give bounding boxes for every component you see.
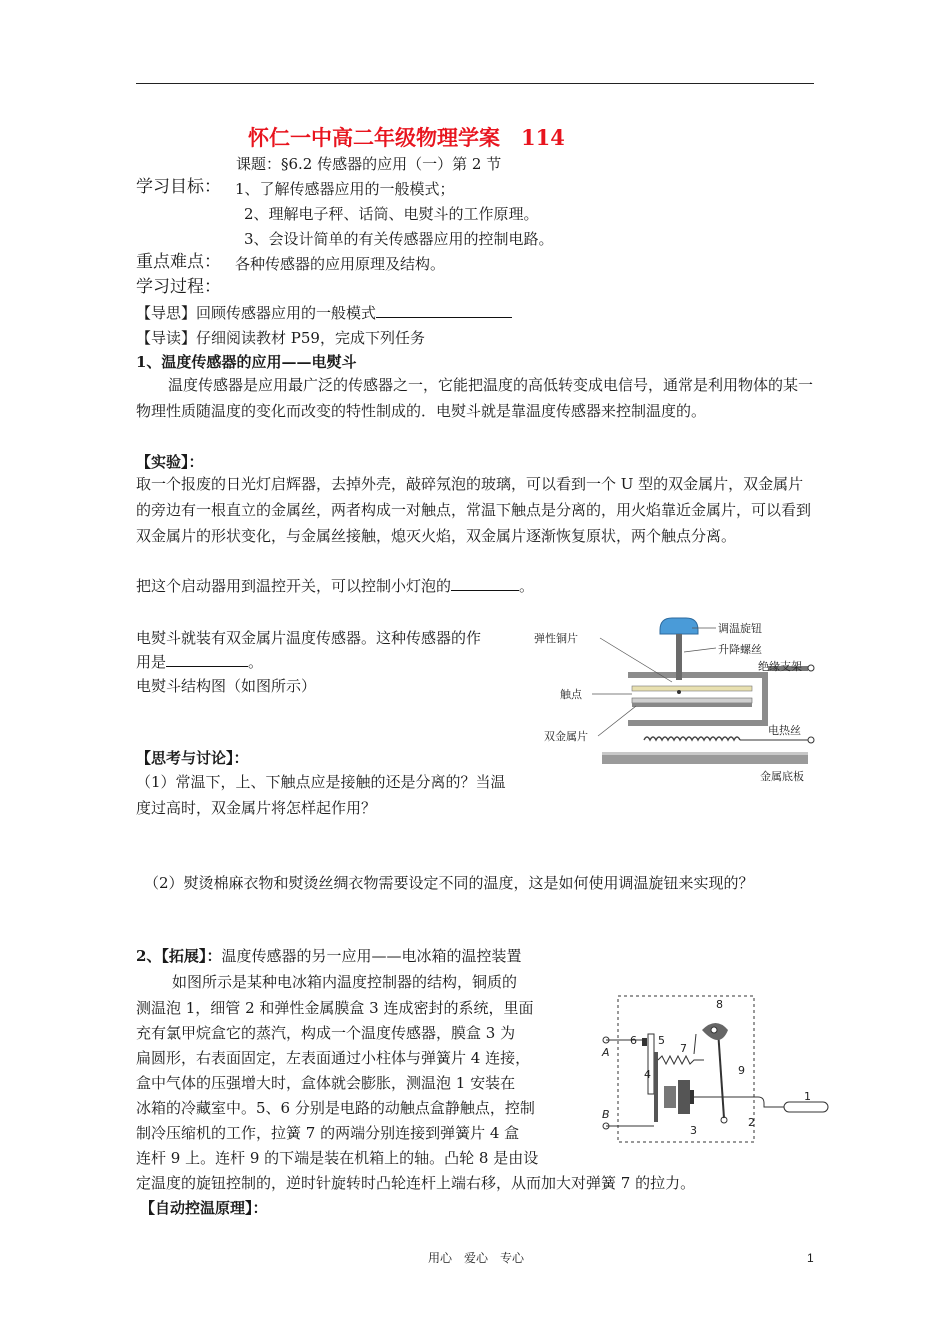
label-knob: 调温旋钮 xyxy=(718,622,762,635)
fig-label-1: 1 xyxy=(804,1090,811,1103)
section2-line: 如图所示是某种电冰箱内温度控制器的结构，铜质的 xyxy=(172,973,518,991)
fig-label-9: 9 xyxy=(738,1064,745,1077)
guide-think-text: 【导思】回顾传感器应用的一般模式 xyxy=(136,304,377,322)
section2-line: 连杆 9 上。连杆 9 的下端是装在机箱上的轴。凸轮 8 是由设 xyxy=(136,1149,539,1167)
section2-line: 充有氯甲烷盒它的蒸汽，构成一个温度传感器，膜盒 3 为 xyxy=(136,1024,516,1042)
fig-label-6: 6 xyxy=(630,1034,637,1047)
section1-heading: 1、温度传感器的应用——电熨斗 xyxy=(136,353,357,371)
objective-item: 2、理解电子秤、话筒、电熨斗的工作原理。 xyxy=(244,205,539,223)
section2-line: 盒中气体的压强增大时，盒体就会膨胀，测温泡 1 安装在 xyxy=(136,1074,516,1092)
footer-center: 用心 爱心 专心 xyxy=(428,1251,525,1265)
process-label: 学习过程： xyxy=(136,277,221,297)
fig-label-4: 4 xyxy=(644,1068,651,1081)
label-spring-copper: 弹性铜片 xyxy=(534,632,578,645)
page-number: 1 xyxy=(807,1251,814,1265)
iron-text-2: 用是 。 xyxy=(136,653,264,671)
iron-text-3: 电熨斗结构图（如图所示） xyxy=(136,677,317,695)
label-base: 金属底板 xyxy=(760,770,804,783)
label-heater: 电热丝 xyxy=(768,724,801,737)
label-stand: 绝缘支架 xyxy=(758,660,802,673)
question-2: （2）熨烫棉麻衣物和熨烫丝绸衣物需要设定不同的温度，这是如何使用调温旋钮来实现的？ xyxy=(144,874,754,892)
topic-line: 课题：§6.2 传感器的应用（一）第 2 节 xyxy=(236,155,502,173)
page-title: 怀仁一中高二年级物理学案 114 xyxy=(248,125,565,150)
section2-line: 扁圆形，右表面固定，左表面通过小柱体与弹簧片 4 连接， xyxy=(136,1049,531,1067)
keypoints-text: 各种传感器的应用原理及结构。 xyxy=(235,255,446,273)
principle-label: 【自动控温原理】： xyxy=(140,1199,268,1217)
fig-label-3: 3 xyxy=(690,1124,697,1137)
header-rule xyxy=(136,83,814,84)
discuss-label: 【思考与讨论】： xyxy=(136,749,249,767)
iron-text-2-label: 用是 xyxy=(136,653,167,671)
fridge-thermostat-figure xyxy=(598,994,834,1148)
starter-text: 把这个启动器用到温控开关，可以控制小灯泡的 xyxy=(136,577,452,595)
keypoints-label: 重点难点： xyxy=(136,252,221,272)
section2-heading-prefix: 2、【拓展】： xyxy=(136,947,222,965)
section2-line: 冰箱的冷藏室中。5、6 分别是电路的动触点盒静触点，控制 xyxy=(136,1099,535,1117)
objective-item: 3、会设计简单的有关传感器应用的控制电路。 xyxy=(244,230,554,248)
experiment-label: 【实验】： xyxy=(136,453,204,471)
fig-label-7: 7 xyxy=(680,1042,687,1055)
answer-blank[interactable] xyxy=(451,576,519,591)
question-1-line2: 度过高时，双金属片将怎样起作用？ xyxy=(136,799,377,817)
fig-label-A: A xyxy=(602,1046,610,1059)
fig-label-B: B xyxy=(602,1108,610,1121)
guide-think xyxy=(136,303,512,323)
label-screw: 升降螺丝 xyxy=(718,643,762,656)
label-contact: 触点 xyxy=(560,688,582,701)
fig-label-5: 5 xyxy=(658,1034,665,1047)
section2-line: 定温度的旋钮控制的，逆时针旋转时凸轮连杆上端右移，从而加大对弹簧 7 的拉力。 xyxy=(136,1174,696,1192)
fig-label-2: 2 xyxy=(748,1116,755,1129)
section1-intro: 温度传感器是应用最广泛的传感器之一，它能把温度的高低转变成电信号，通常是利用物体的某一物理性质随温度的变化而改变的特性制成的．电熨斗就是靠温度传感器来控制温度的。 xyxy=(136,376,814,420)
objective-item: 1、了解传感器应用的一般模式； xyxy=(235,180,455,198)
objectives-label: 学习目标： xyxy=(136,177,221,197)
answer-blank[interactable] xyxy=(376,303,512,318)
section2-heading-rest: 温度传感器的另一应用——电冰箱的温控装置 xyxy=(221,947,522,965)
experiment-text: 取一个报废的日光灯启辉器，去掉外壳，敲碎氖泡的玻璃，可以看到一个 U 型的双金属片，双金属片的旁边有一根直立的金属丝，两者构成一对触点，常温下触点是分离的，用火焰靠近金属片，可以看到双金属片的形状变化，与金属丝接触，熄灭火焰，双金属片逐渐恢复原状，两个触点分离。 xyxy=(136,475,812,545)
section2-line: 制冷压缩机的工作，拉簧 7 的两端分别连接到弹簧片 4 盒 xyxy=(136,1124,520,1142)
starter-line: 把这个启动器用到温控开关，可以控制小灯泡的 。 xyxy=(136,577,535,595)
guide-read: 【导读】仔细阅读教材 P59，完成下列任务 xyxy=(136,329,425,347)
iron-structure-figure xyxy=(532,608,828,788)
section2-heading xyxy=(136,946,521,966)
fig-label-8: 8 xyxy=(716,998,723,1011)
label-bimetal: 双金属片 xyxy=(544,730,588,743)
question-1-line1: （1）常温下，上、下触点应是接触的还是分离的？当温 xyxy=(136,773,506,791)
answer-blank[interactable] xyxy=(166,652,248,667)
iron-text-1: 电熨斗就装有双金属片温度传感器。这种传感器的作 xyxy=(136,629,482,647)
section2-line: 测温泡 1，细管 2 和弹性金属膜盒 3 连成密封的系统，里面 xyxy=(136,999,534,1017)
